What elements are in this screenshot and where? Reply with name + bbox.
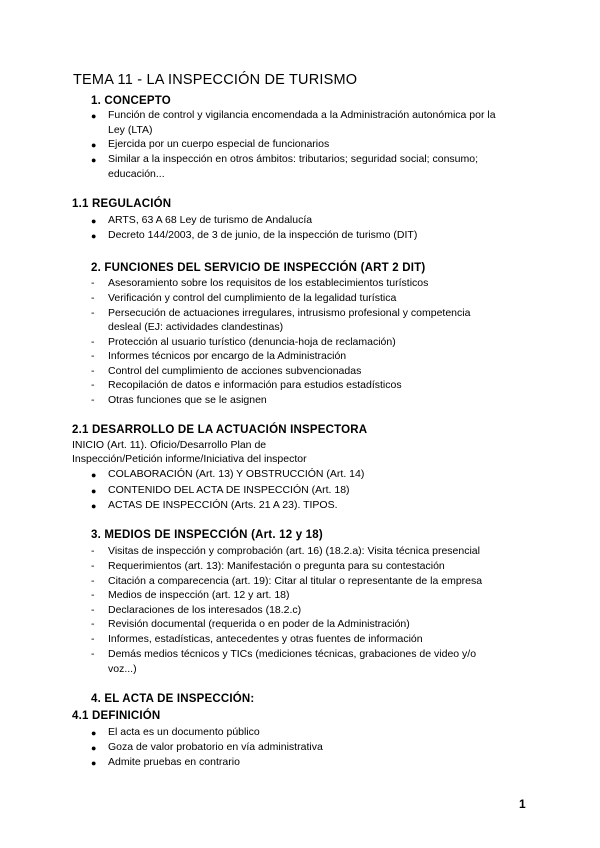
dash-marker: -	[91, 394, 95, 406]
section-regulacion-heading: 1.1 REGULACIÓN	[72, 198, 172, 210]
list-item: Protección al usuario turístico (denuncia-hoja de reclamación)	[108, 336, 396, 348]
dash-marker: -	[91, 350, 95, 362]
dash-marker: -	[91, 336, 95, 348]
dash-marker: -	[91, 379, 95, 391]
bullet-icon: ●	[91, 743, 97, 753]
list-item: Ley (LTA)	[108, 124, 153, 136]
list-item: Control del cumplimiento de acciones subvencionadas	[108, 365, 362, 377]
bullet-icon: ●	[91, 728, 97, 738]
bullet-icon: ●	[91, 758, 97, 768]
list-item: Informes, estadísticas, antecedentes y otras fuentes de información	[108, 633, 423, 645]
list-item: Citación a comparecencia (art. 19): Citar al titular o representante de la empresa	[108, 575, 483, 587]
inicio-line-1: INICIO (Art. 11). Oficio/Desarrollo Plan de	[72, 439, 267, 451]
section-concepto-heading: 1. CONCEPTO	[91, 95, 171, 107]
list-item: El acta es un documento público	[108, 726, 260, 738]
list-item: Declaraciones de los interesados (18.2.c)	[108, 604, 302, 616]
page-title: TEMA 11 - LA INSPECCIÓN DE TURISMO	[73, 72, 358, 88]
inicio-line-2: Inspección/Petición informe/Iniciativa del inspector	[72, 453, 307, 465]
dash-marker: -	[91, 365, 95, 377]
list-item: Medios de inspección (art. 12 y art. 18)	[108, 589, 290, 601]
page-number: 1	[519, 797, 526, 811]
dash-marker: -	[91, 277, 95, 289]
list-item: ARTS, 63 A 68 Ley de turismo de Andalucía	[108, 214, 313, 226]
list-item: Verificación y control del cumplimiento de la legalidad turística	[108, 292, 397, 304]
bullet-icon: ●	[91, 111, 97, 121]
list-item: educación...	[108, 168, 165, 180]
dash-marker: -	[91, 560, 95, 572]
dash-marker: -	[91, 633, 95, 645]
bullet-icon: ●	[91, 216, 97, 226]
bullet-icon: ●	[91, 231, 97, 241]
list-item: Revisión documental (requerida o en poder de la Administración)	[108, 618, 410, 630]
list-item: CONTENIDO DEL ACTA DE INSPECCIÓN (Art. 18)	[108, 484, 350, 496]
dash-marker: -	[91, 604, 95, 616]
list-item: ACTAS DE INSPECCIÓN (Arts. 21 A 23). TIPOS.	[108, 499, 338, 511]
list-item: Admite pruebas en contrario	[108, 756, 240, 768]
list-item: Similar a la inspección en otros ámbitos: tributarios; seguridad social; consumo;	[108, 153, 479, 165]
list-item: Función de control y vigilancia encomendada a la Administración autonómica por la	[108, 109, 496, 121]
list-item: Visitas de inspección y comprobación (art. 16) (18.2.a): Visita técnica presencial	[108, 545, 480, 557]
list-item: desleal (EJ: actividades clandestinas)	[108, 321, 284, 333]
list-item: Requerimientos (art. 13): Manifestación o pregunta para su contestación	[108, 560, 445, 572]
dash-marker: -	[91, 545, 95, 557]
bullet-icon: ●	[91, 501, 97, 511]
list-item: Demás medios técnicos y TICs (mediciones técnicas, grabaciones de video y/o	[108, 648, 477, 660]
list-item: Goza de valor probatorio en vía administrativa	[108, 741, 323, 753]
section-definicion-heading: 4.1 DEFINICIÓN	[72, 710, 161, 722]
list-item: Persecución de actuaciones irregulares, intrusismo profesional y competencia	[108, 307, 471, 319]
list-item: Asesoramiento sobre los requisitos de los establecimientos turísticos	[108, 277, 429, 289]
list-item: voz...)	[108, 663, 137, 675]
bullet-icon: ●	[91, 140, 97, 150]
list-item: COLABORACIÓN (Art. 13) Y OBSTRUCCIÓN (Art. 14)	[108, 468, 365, 480]
dash-marker: -	[91, 307, 95, 319]
dash-marker: -	[91, 575, 95, 587]
bullet-icon: ●	[91, 155, 97, 165]
list-item: Ejercida por un cuerpo especial de funcionarios	[108, 138, 330, 150]
list-item: Otras funciones que se le asignen	[108, 394, 267, 406]
section-desarrollo-heading: 2.1 DESARROLLO DE LA ACTUACIÓN INSPECTORA	[72, 424, 368, 436]
section-funciones-heading: 2. FUNCIONES DEL SERVICIO DE INSPECCIÓN (ART 2 DIT)	[91, 262, 426, 274]
section-acta-heading: 4. EL ACTA DE INSPECCIÓN:	[91, 693, 255, 705]
dash-marker: -	[91, 292, 95, 304]
section-medios-heading: 3. MEDIOS DE INSPECCIÓN (Art. 12 y 18)	[91, 529, 323, 541]
dash-marker: -	[91, 618, 95, 630]
list-item: Recopilación de datos e información para estudios estadísticos	[108, 379, 402, 391]
dash-marker: -	[91, 648, 95, 660]
list-item: Informes técnicos por encargo de la Administración	[108, 350, 347, 362]
bullet-icon: ●	[91, 470, 97, 480]
bullet-icon: ●	[91, 486, 97, 496]
dash-marker: -	[91, 589, 95, 601]
list-item: Decreto 144/2003, de 3 de junio, de la inspección de turismo (DIT)	[108, 229, 418, 241]
